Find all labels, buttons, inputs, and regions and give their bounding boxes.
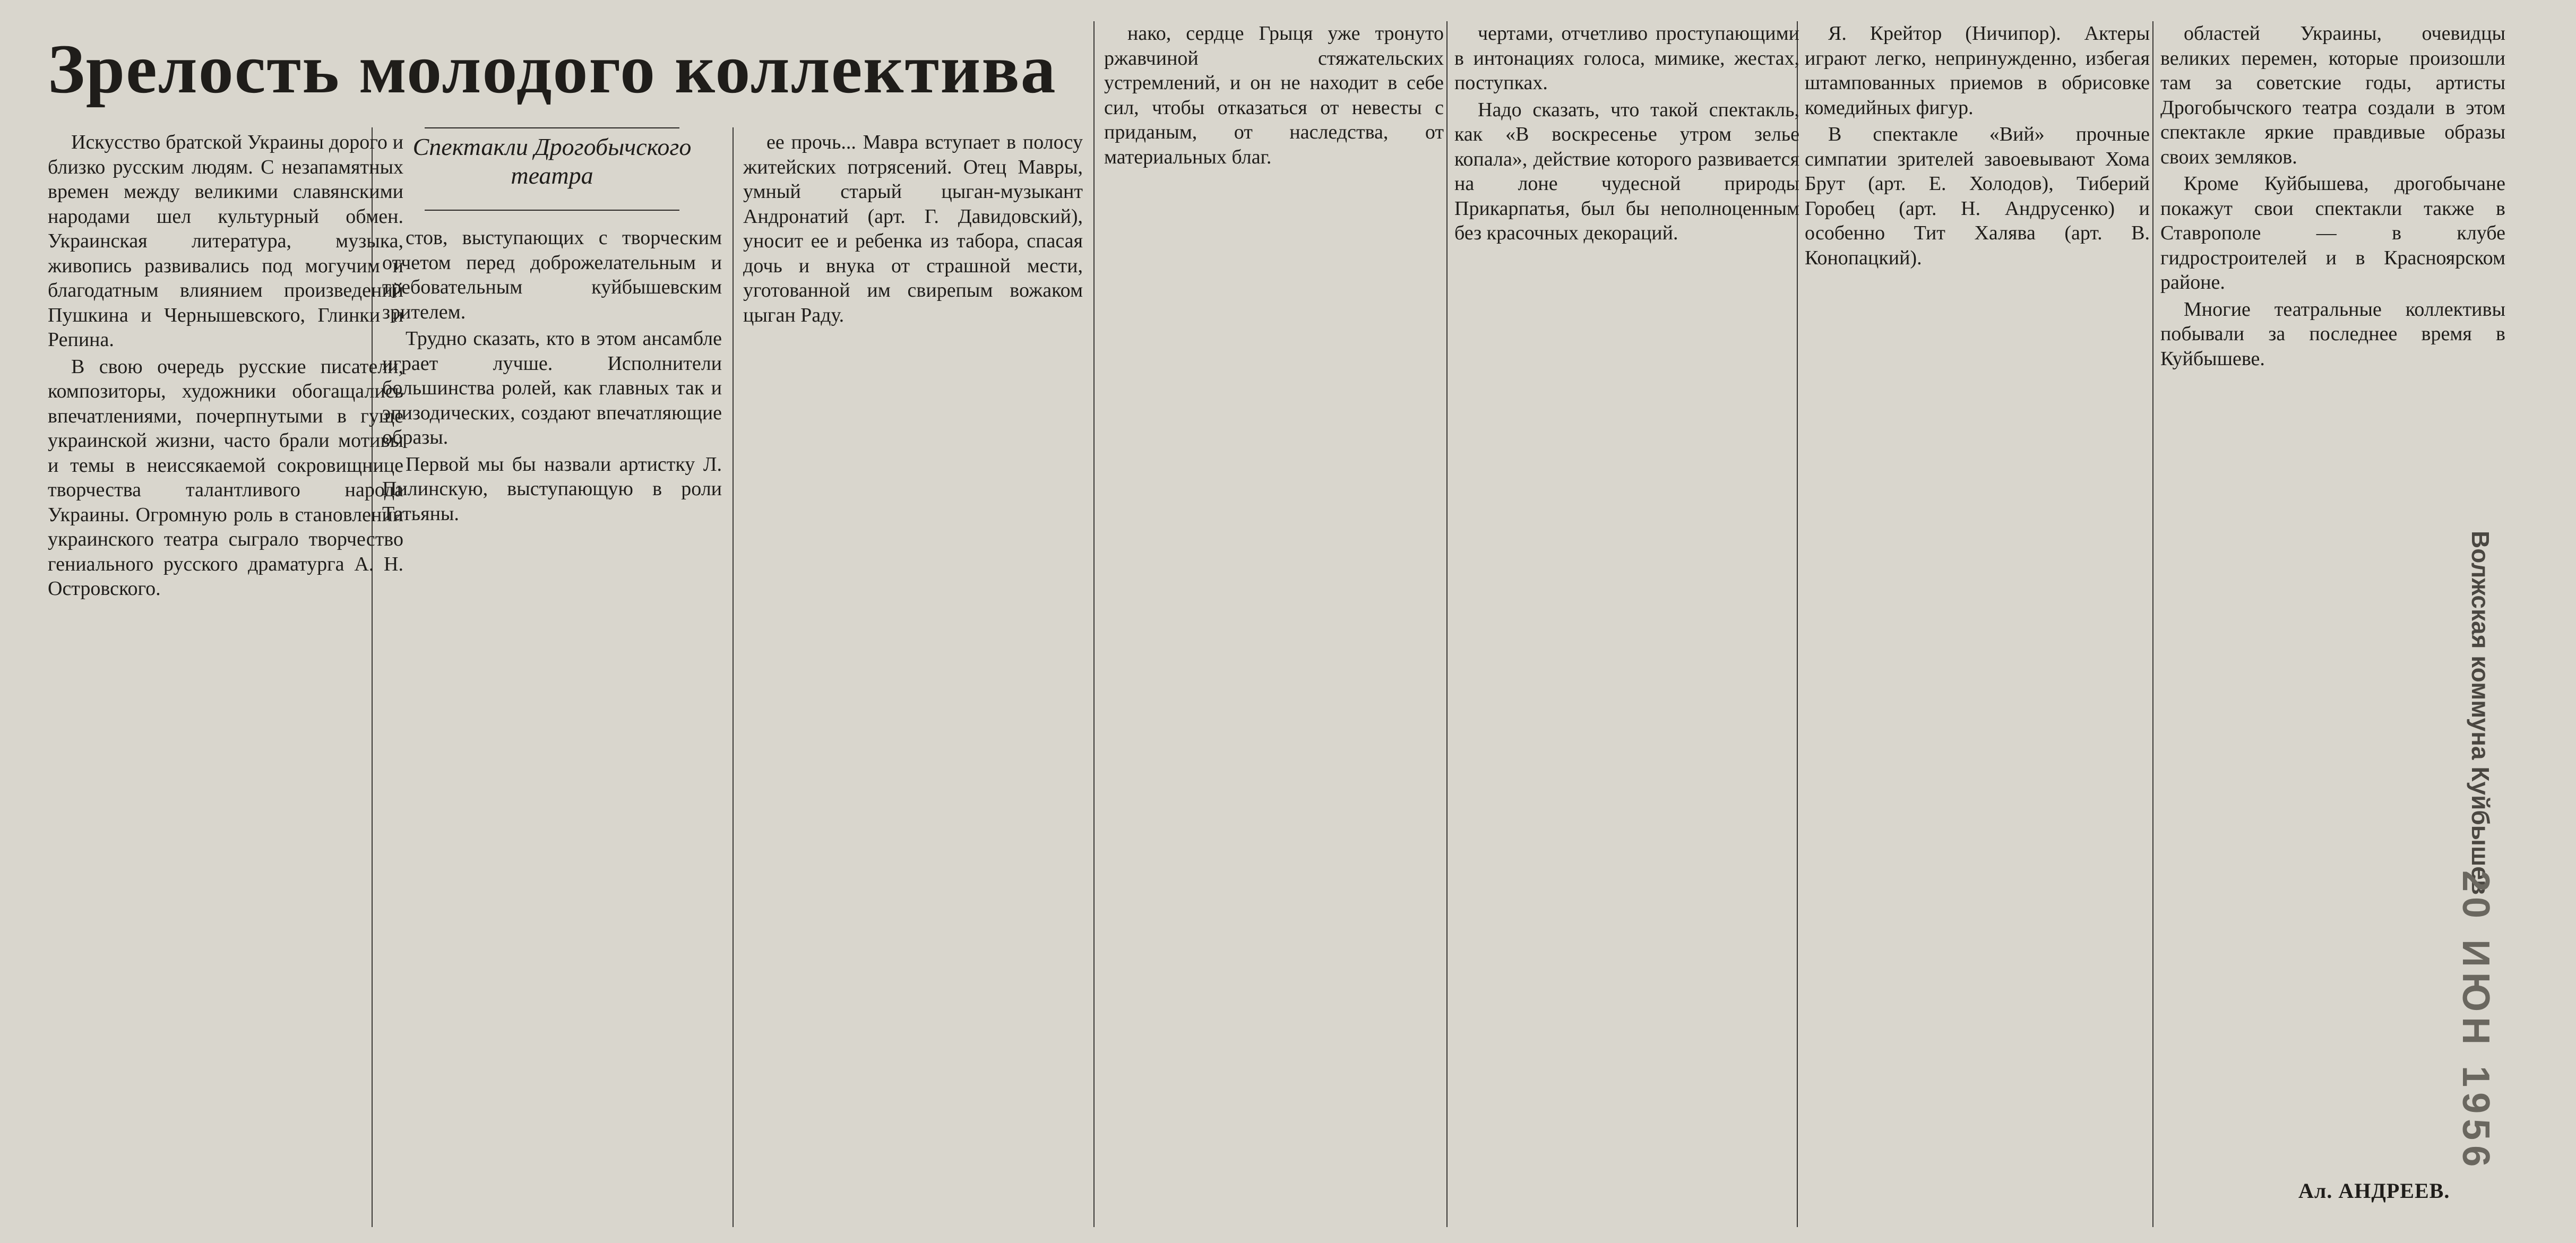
paragraph: Многие театральные коллективы побывали за последнее время в Куйбышеве. — [2160, 298, 2505, 370]
paragraph: областей Украины, очевидцы великих перемен, которые произошли там за советские годы, артисты Дрогобычского театра создали в этом спектакле яркие правдивые образы своих земляков. — [2160, 22, 2505, 168]
author-signature: Ал. АНДРЕЕВ. — [2298, 1179, 2450, 1203]
paragraph: ее прочь... Мавра вступает в полосу житейских потрясений. Отец Мавры, умный старый цыган-музыкант Андронатий (арт. Г. Давидовский), уносит ее и ребенка из табора, спасая дочь и внука от страшной мести, уготованной им свирепым вожаком цыган Раду. — [743, 131, 1083, 326]
article-column-2 — [382, 226, 722, 1227]
paragraph: Трудно сказать, кто в этом ансамбле играет лучше. Исполнители большинства ролей, как главных так и эпизодических, создают впечатляющие образы. — [382, 327, 722, 448]
paragraph: Кроме Куйбышева, дрогобычане покажут свои спектакли также в Ставрополе — в клубе гидростроителей и в Красноярском районе. — [2160, 172, 2505, 294]
column-rule — [1446, 21, 1448, 1227]
article-column-5 — [1454, 21, 1799, 1227]
paragraph: Надо сказать, что такой спектакль, как «В воскресенье утром зелье копала», действие которого развивается на лоне чудесной природы Прикарпатья, был бы неполноценным без красочных декораций. — [1454, 98, 1799, 244]
stamp-city: Куйбышев — [2467, 766, 2494, 895]
column-rule — [1093, 21, 1095, 1227]
stamp-newspaper: Волжская коммуна — [2467, 531, 2494, 760]
newspaper-stamp — [2466, 531, 2495, 895]
paragraph: В свою очередь русские писатели, композиторы, художники обогащались впечатлениями, почерпнутыми в гуще украинской жизни, часто брали мотивы и темы в неиссякаемой сокровищнице творчества талантливого народа Украины. Огромную роль в становлении украинского театра сыграло творчество гениального русского драматурга А. Н. Островского. — [48, 355, 403, 600]
subhead-bottom-rule — [425, 210, 679, 211]
subhead-top-rule — [425, 127, 679, 128]
paragraph: стов, выступающих с творческим отчетом перед доброжелательным и требовательным куйбышевским зрителем. — [382, 227, 722, 323]
column-rule — [2152, 21, 2153, 1227]
article-headline: Зрелость молодого коллектива — [48, 30, 1057, 108]
paragraph: чертами, отчетливо проступающими в интонациях голоса, мимике, жестах, поступках. — [1454, 22, 1799, 94]
paragraph: Я. Крейтор (Ничипор). Актеры играют легко, непринужденно, избегая штампованных приемов в обрисовке комедийных фигур. — [1805, 22, 2150, 119]
article-column-6 — [1805, 21, 2150, 1227]
column-rule — [733, 127, 734, 1227]
paragraph: Искусство братской Украины дорого и близко русским людям. С незапамятных времен между великими славянскими народами шел культурный обмен. Украинская литература, музыка, живопись развивались под могучим и благодатным влиянием произведений Пушкина и Чернышевского, Глинки и Репина. — [48, 131, 403, 351]
paragraph: нако, сердце Грыця уже тронуто ржавчиной стяжательских устремлений, и он не находит в себе сил, чтобы отказаться от невесты с приданым, от наследства, от материальных благ. — [1104, 22, 1444, 168]
paragraph: В спектакле «Вий» прочные симпатии зрителей завоевывают Хома Брут (арт. Е. Холодов), Тиберий Горобец (арт. Н. Андрусенко) и особенно Тит Халява (арт. В. Конопацкий). — [1805, 123, 2150, 269]
paragraph: Первой мы бы назвали артистку Л. Пилинскую, выступающую в роли Татьяны. — [382, 453, 722, 525]
article-subhead: Спектакли Дрогобычского театра — [412, 133, 692, 189]
article-column-1 — [48, 130, 403, 1227]
article-column-4 — [1104, 21, 1444, 1227]
stamp-date: 20 ИЮН 1956 — [2454, 870, 2497, 1172]
article-column-3 — [743, 130, 1083, 1227]
